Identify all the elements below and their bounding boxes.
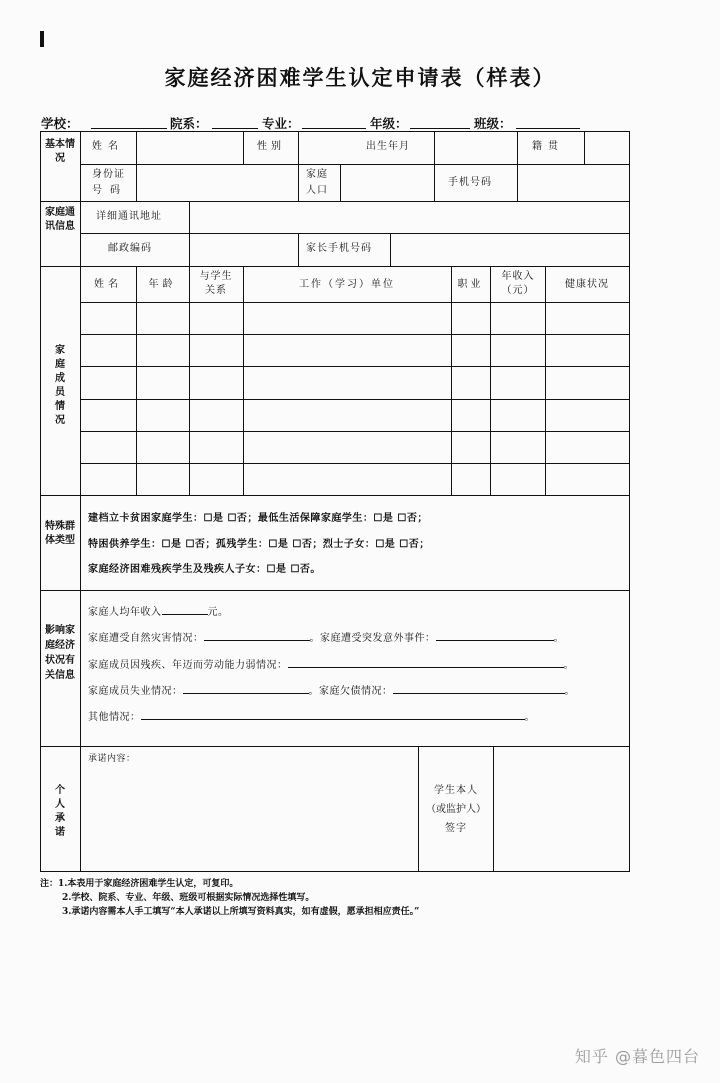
members-section-label: 家庭成员情况	[55, 345, 65, 426]
debt-label: 。家庭欠债情况：	[308, 686, 393, 697]
major-label: 专业：	[262, 116, 300, 131]
contact-section-label: 家庭通讯信息	[45, 207, 75, 232]
members-col-relation: 与学生关系	[199, 271, 233, 296]
income-unit: 元。	[207, 607, 229, 618]
sign-label-2: （或监护人）	[426, 804, 486, 815]
watermark: 知乎 @暮色四台	[574, 1047, 700, 1066]
illness-line	[88, 656, 574, 671]
college-field[interactable]	[212, 114, 258, 129]
population-label-2: 人口	[306, 185, 328, 196]
income-input[interactable]	[162, 604, 208, 615]
accident-label: 。家庭遭受突发意外事件：	[309, 633, 436, 644]
college-label: 院系：	[170, 116, 208, 131]
postcode-input[interactable]	[193, 237, 293, 262]
grade-label: 年级：	[370, 116, 408, 131]
other-label: 其他情况：	[88, 712, 141, 723]
grade-field[interactable]	[410, 114, 470, 129]
address-input[interactable]	[193, 205, 625, 230]
illness-input[interactable]	[288, 657, 564, 668]
special-line-1[interactable]: 建档立卡贫困家庭学生：☐是 ☐否；最低生活保障家庭学生：☐是 ☐否；	[88, 513, 428, 524]
member-row-5[interactable]	[81, 432, 629, 463]
special-section-label: 特殊群体类型	[45, 521, 75, 546]
illness-end: 。	[563, 660, 574, 671]
members-col-name: 姓名	[94, 279, 122, 290]
special-line-3[interactable]: 家庭经济困难残疾学生及残疾人子女：☐是 ☐否。	[88, 564, 321, 575]
income-label: 家庭人均年收入	[88, 607, 162, 618]
population-input[interactable]	[344, 168, 430, 198]
other-end: 。	[524, 712, 535, 723]
other-input[interactable]	[141, 709, 525, 720]
accident-end: 。	[553, 633, 564, 644]
member-row-4[interactable]	[81, 400, 629, 431]
postcode-label: 邮政编码	[108, 243, 152, 254]
school-label: 学校：	[41, 116, 79, 131]
note-2: 2.学校、院系、专业、年级、班级可根据实际情况选择性填写。	[62, 893, 315, 903]
origin-label: 籍贯	[532, 141, 564, 152]
members-col-income: 年收入（元）	[501, 271, 535, 296]
illness-label: 家庭成员因残疾、年迈而劳动能力弱情况：	[88, 660, 288, 671]
disaster-label: 家庭遭受自然灾害情况：	[88, 633, 204, 644]
birth-input[interactable]	[437, 135, 513, 161]
id-input[interactable]	[140, 168, 294, 198]
unemploy-label: 家庭成员失业情况：	[88, 686, 183, 697]
debt-end: 。	[564, 686, 575, 697]
id-label-1: 身份证	[92, 169, 125, 180]
basic-section-label: 基本情况	[45, 139, 75, 164]
name-input[interactable]	[140, 135, 240, 149]
economic-section-label: 影响家庭经济状况有关信息	[45, 625, 75, 681]
members-col-employer: 工作（学习）单位	[299, 279, 395, 290]
members-col-age: 年龄	[148, 279, 177, 290]
unemploy-line	[88, 682, 575, 697]
corner-mark	[40, 31, 44, 47]
major-field[interactable]	[302, 114, 366, 129]
parent-phone-label: 家长手机号码	[306, 243, 372, 254]
member-row-3[interactable]	[81, 367, 629, 399]
sign-label-3: 签字	[445, 823, 467, 834]
debt-input[interactable]	[393, 683, 565, 694]
note-1: 注：1.本表用于家庭经济困难学生认定，可复印。	[40, 879, 239, 889]
note-3: 3.承诺内容需本人手工填写“本人承诺以上所填写资料真实，如有虚假，愿承担相应责任。”	[62, 907, 420, 917]
member-row-2[interactable]	[81, 335, 629, 366]
members-col-health: 健康状况	[565, 279, 609, 290]
other-line	[88, 708, 535, 723]
birth-label: 出生年月	[366, 141, 410, 152]
page-title: 家庭经济困难学生认定申请表（样表）	[164, 65, 556, 90]
special-line-2[interactable]: 特困供养学生：☐是 ☐否；孤残学生：☐是 ☐否；烈士子女：☐是 ☐否；	[88, 539, 430, 550]
unemploy-input[interactable]	[183, 683, 309, 694]
disaster-input[interactable]	[204, 630, 310, 641]
population-label-1: 家庭	[306, 169, 328, 180]
pledge-section-label: 个人承诺	[55, 785, 65, 838]
name-label: 姓名	[92, 141, 124, 152]
disaster-line	[88, 629, 564, 644]
pledge-content-input[interactable]	[84, 766, 414, 866]
school-field[interactable]	[91, 114, 167, 129]
members-col-occupation: 职业	[457, 279, 484, 290]
gender-label: 性别	[257, 141, 285, 152]
origin-input[interactable]	[587, 135, 625, 161]
class-field[interactable]	[516, 114, 580, 129]
sign-label-1: 学生本人	[434, 785, 478, 796]
income-line	[88, 603, 229, 618]
accident-input[interactable]	[436, 630, 554, 641]
phone-label: 手机号码	[448, 177, 492, 188]
member-row-6[interactable]	[81, 464, 629, 495]
pledge-content-label: 承诺内容：	[88, 754, 136, 764]
class-label: 班级：	[474, 116, 512, 131]
gender-input[interactable]	[301, 135, 331, 161]
parent-phone-input[interactable]	[394, 237, 624, 262]
member-row-1[interactable]	[81, 303, 629, 334]
address-label: 详细通讯地址	[96, 211, 162, 222]
signature-box[interactable]	[497, 750, 625, 866]
id-label-2: 号码	[92, 185, 128, 196]
phone-input[interactable]	[520, 168, 624, 198]
